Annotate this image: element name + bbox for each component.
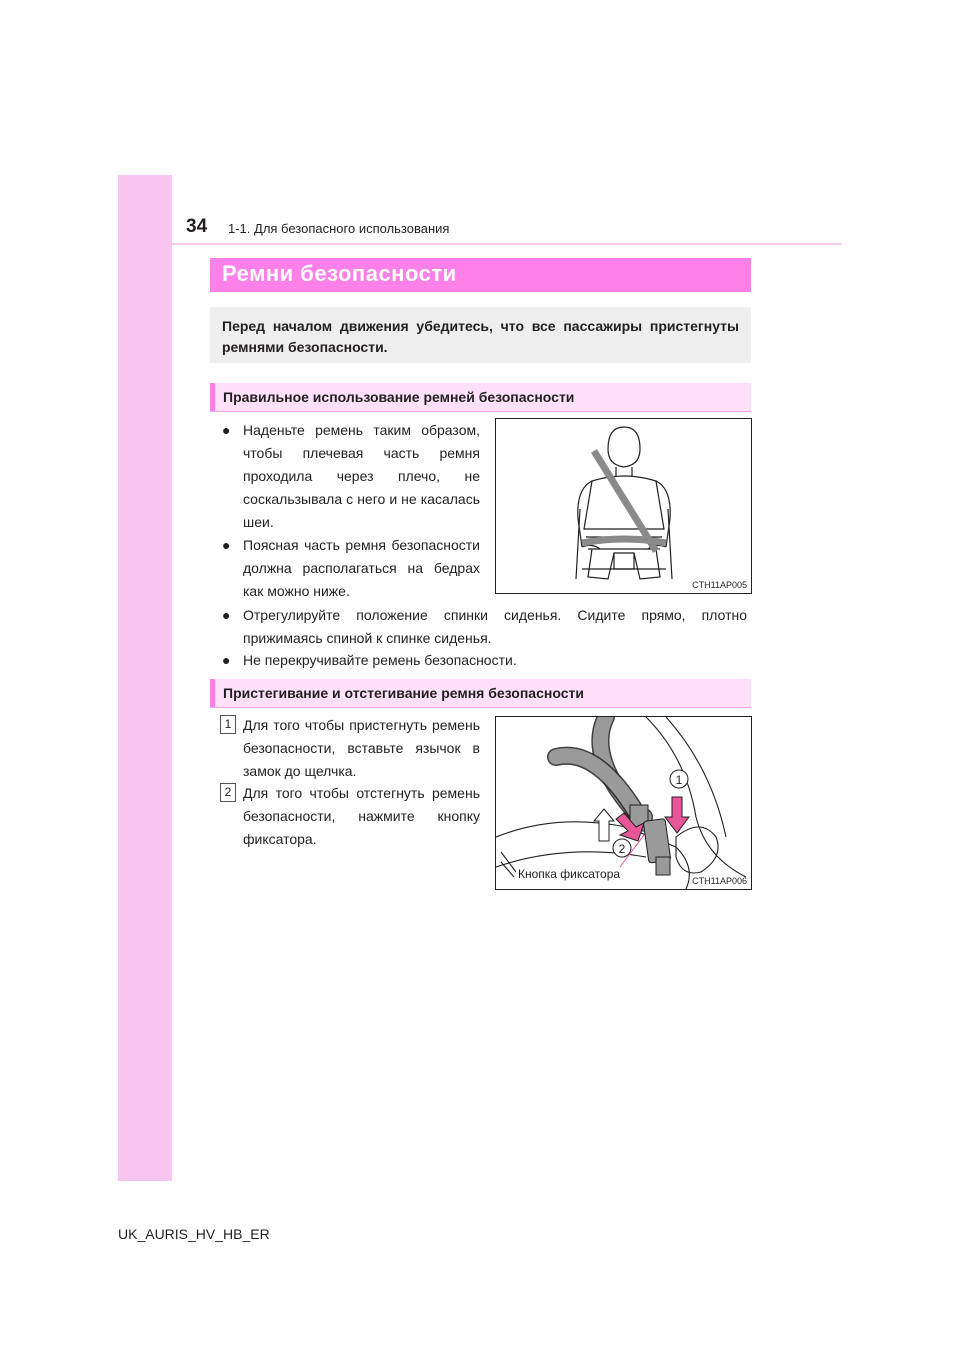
figure-seated-person [495,418,752,594]
step-text: Для того чтобы отстегнуть ремень безопасности, нажмите кнопку фиксатора. [243,785,480,847]
bullet-icon: ● [222,422,231,438]
figure-code: CTH11AP005 [692,580,747,590]
chapter-title: 1-1. Для безопасного использования [228,221,450,236]
bullet-icon: ● [222,607,231,623]
side-tab [118,175,172,1181]
footer-code: UK_AURIS_HV_HB_ER [118,1226,270,1242]
figure-buckle [495,716,752,890]
step-number-box: 1 [220,715,236,734]
callout-1: 1 [675,773,683,787]
section-title-bar [210,258,751,292]
bullet-text: Не перекручивайте ремень безопасности. [243,652,517,668]
bullet-icon: ● [222,537,231,553]
page-number: 34 [186,216,208,237]
seated-person-illustration [496,419,751,593]
subheading-correct-use [210,383,751,412]
intro-box [210,307,751,363]
bullet-icon: ● [222,652,231,668]
buckle-illustration [496,717,751,889]
subheading-fasten-unfasten [210,679,751,708]
intro-text: Перед началом движения убедитесь, что все пассажиры пристегнуты ремнями безопасности. [222,318,739,355]
step-text: Для того чтобы пристегнуть ремень безопасности, вставьте язычок в замок до щелчка. [243,717,480,779]
bullet-text: Отрегулируйте положение спинки сиденья. Сидите прямо, плотно прижимаясь спиной к спинке сиденья. [243,607,747,646]
figure-label: Кнопка фиксатора [518,867,621,881]
section-title: Ремни безопасности [222,261,457,286]
subheading-text: Правильное использование ремней безопасности [223,389,575,405]
callout-2: 2 [618,842,626,856]
bullet-text: Поясная часть ремня безопасности должна располагаться на бедрах как можно ниже. [243,537,480,599]
header-rule [172,243,842,245]
bullet-text: Наденьте ремень таким образом, чтобы плечевая часть ремня проходила через плечо, не соскальзывала с него и не касалась шеи. [243,422,480,530]
figure-code: CTH11AP006 [692,876,747,886]
subheading-text: Пристегивание и отстегивание ремня безопасности [223,685,584,701]
step-number-box: 2 [220,783,236,802]
